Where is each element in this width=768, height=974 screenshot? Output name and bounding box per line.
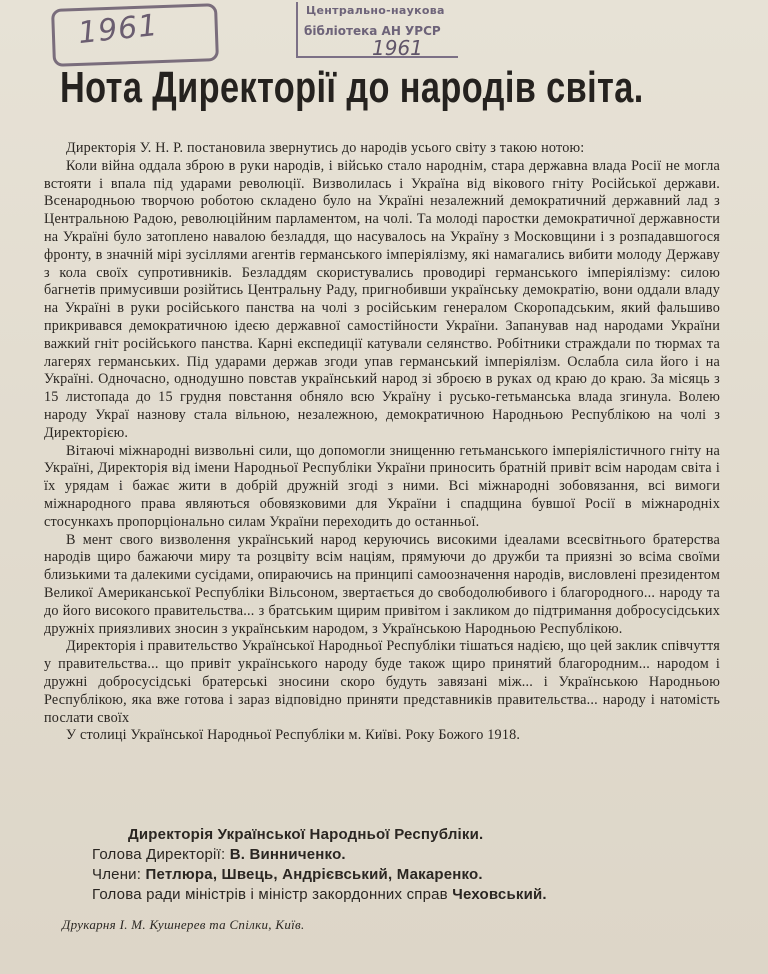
stamp-line-1: Центрально-наукова [306, 4, 445, 17]
paragraph-intro: Директорія У. Н. Р. постановила звернутись до народів усього світу з такою нотою: [66, 140, 585, 156]
signature-heading-text: Директорія Української Народньої Республіки. [128, 826, 484, 843]
signature-minister-label: Голова ради міністрів і міністр закордонних справ [92, 886, 448, 903]
paragraph-greeting: Вітаючі міжнародні визвольні сили, що допомогли знищенню гетьманського імперіялістичного гніту на Україні, Директорія від імени Народньої Республіки України приносить братній привіт всім народам світа і їх урядам і бажає жити в добрій дружній згоді з ними. Всі міжнародні зобовязання, всі вимоги міжнародного права являються обовязковими для України і спадщина бувшої Росії в міжнародніх стосункахъ пропорціонально силам України переходить до останньої. [44, 442, 720, 530]
signature-heading [128, 826, 483, 843]
document-title: Нота Директорії до народів світа. [60, 63, 644, 112]
library-stamp [296, 2, 458, 58]
signature-head-name: В. Винниченко. [229, 846, 346, 863]
paragraph-appeal: В мент свого визволення український народ керуючись високими ідеалами всесвітнього братерства народів щиро бажаючи миру та розцвіту всім націям, прямуючи до дружби та приязні зо всіма своїми близькими та далекими сусідами, опираючись на принципі самоозначення народів, висловлені президентом Великої Американської Республіки Вільсоном, звертається до свободолюбивого і благородного... народу та до його високого правительства... з братським щирим привітом і закликом до підтримання добросусідських дружніх приязливих зносин з українським народом, з Українською Народньою Республікою. [44, 531, 720, 637]
signature-members [92, 866, 483, 883]
signature-head-label: Голова Директорії: [92, 846, 226, 863]
signature-minister [92, 886, 547, 903]
paragraph-hope: Директорія і правительство Української Народньої Республіки тішаться надією, що цей заклик співчуття у правительства... що привіт українського народу буде також щиро принятий благородним... народом і дружні добросусідські братерські зносини скоро будуть завязані між... і Українською Народньою Республікою, яка вже готова і зараз відповідно приняти представників правительства... народу і натомість послати своїх [44, 638, 720, 726]
paragraph-history: Коли війна оддала зброю в руки народів, і військо стало народнім, стара державна влада Росії не могла встояти і впала під ударами революції. Визволилась і Україна від вікового гніту Російської держави. Всенародньою творчою роботою складено було на Україні незалежний демократичний державний лад з Центральною Радою, революційним парламентом, на чолі. Та молоді паростки демократичної державности на Україні було затоплено навалою безладдя, що насувалось на Україну з Московщини і з розпадавшогося фронту, в значній мірі зусіллями агентів германського імперіялізму, які намагались вибити молоду Державу з кола своїх супротивників. Безладдям скористувались проводирі германського імперіялізму: силою багнетів примусивши розійтись Центральну Раду, пригнобивши українську демократію, вони оддали владу на Україні в руки російського панства на чолі з російським генералом Скоропадським, який фальшиво прикривався демократичною ідеєю державної самостійности України. Запанував над народами України важкий гніт російського панства. Карні експедиції катували селянство. Робітники страждали по тюрмах та лагерях германських. Під ударами держав згоди упав германський імперіялізм. Ослабла сила його і на Україні. Одночасно, однодушно повстав український народ зі зброєю в руках од краю до краю. За місяць з 15 листопада до 15 грудня повстання обняло всю Україну і русько-гетьманська влада згинула. Волею народу Украї назнову стала вільною, незалежною, демократичною Народньою Республікою на чолі з Директорією. [44, 157, 720, 441]
signature-minister-name: Чеховський. [452, 886, 547, 903]
stamp-line-2: бібліотека АН УРСР [304, 24, 441, 38]
signature-head [92, 846, 346, 863]
signature-members-label: Члени: [92, 866, 142, 883]
stamp-number: 1961 [372, 36, 423, 60]
printer-imprint: Друкарня І. М. Кушнерев та Спілки, Київ. [62, 917, 305, 932]
paragraph-place-date: У столиці Української Народньої Республіки м. Київі. Року Божого 1918. [66, 727, 521, 744]
signature-members-names: Петлюра, Швець, Андрієвський, Макаренко. [145, 866, 483, 883]
document-body [44, 140, 720, 745]
inventory-number: 1961 [76, 7, 160, 52]
